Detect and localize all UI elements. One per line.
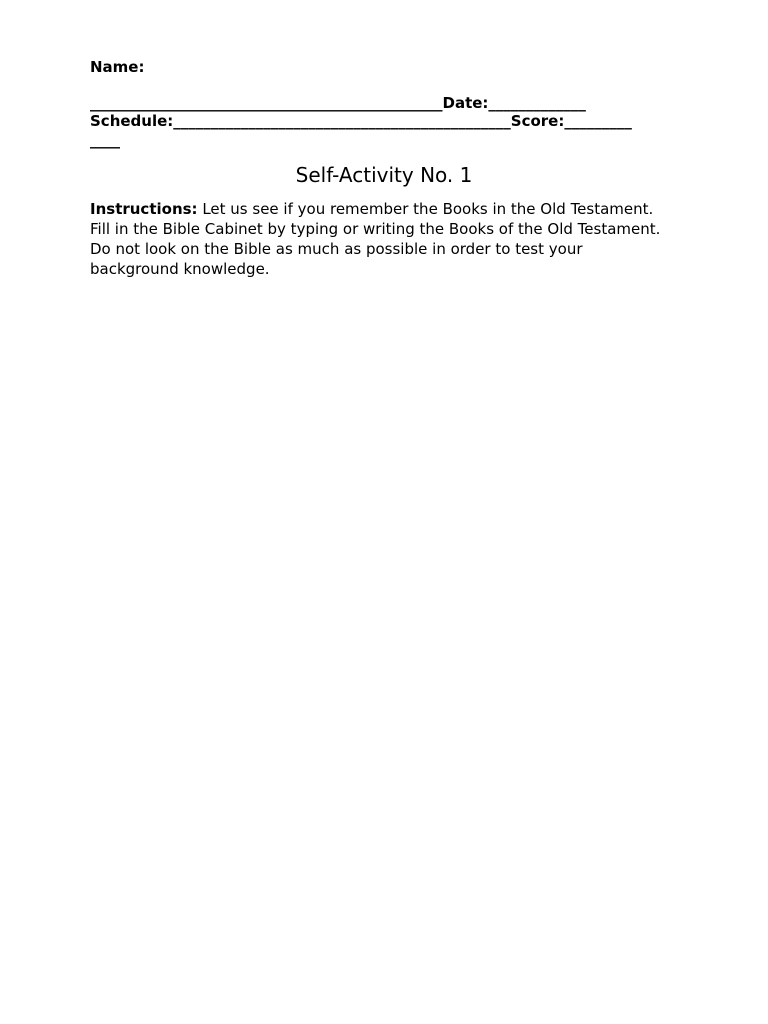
instructions-paragraph (90, 199, 680, 279)
schedule-label: Schedule: (90, 112, 174, 130)
schedule-blank: _____________________________________________ (173, 112, 511, 130)
schedule-score-line (90, 112, 632, 130)
instructions-label: Instructions: (90, 200, 198, 218)
instructions-line-4: background knowledge. (90, 260, 270, 278)
name-label: Name: (90, 58, 145, 76)
score-blank-continued: ____ (90, 131, 120, 149)
score-blank: _________ (564, 112, 632, 130)
activity-title: Self-Activity No. 1 (295, 163, 473, 187)
instructions-text-1: Let us see if you remember the Books in the Old Testament. (197, 200, 654, 218)
instructions-line-2: Fill in the Bible Cabinet by typing or writing the Books of the Old Testament. (90, 220, 661, 238)
name-date-line: _______________________________________________Date:_____________ (90, 94, 586, 112)
instructions-line-1 (90, 199, 680, 219)
score-label: Score: (510, 112, 565, 130)
instructions-line-3: Do not look on the Bible as much as possible in order to test your (90, 240, 583, 258)
